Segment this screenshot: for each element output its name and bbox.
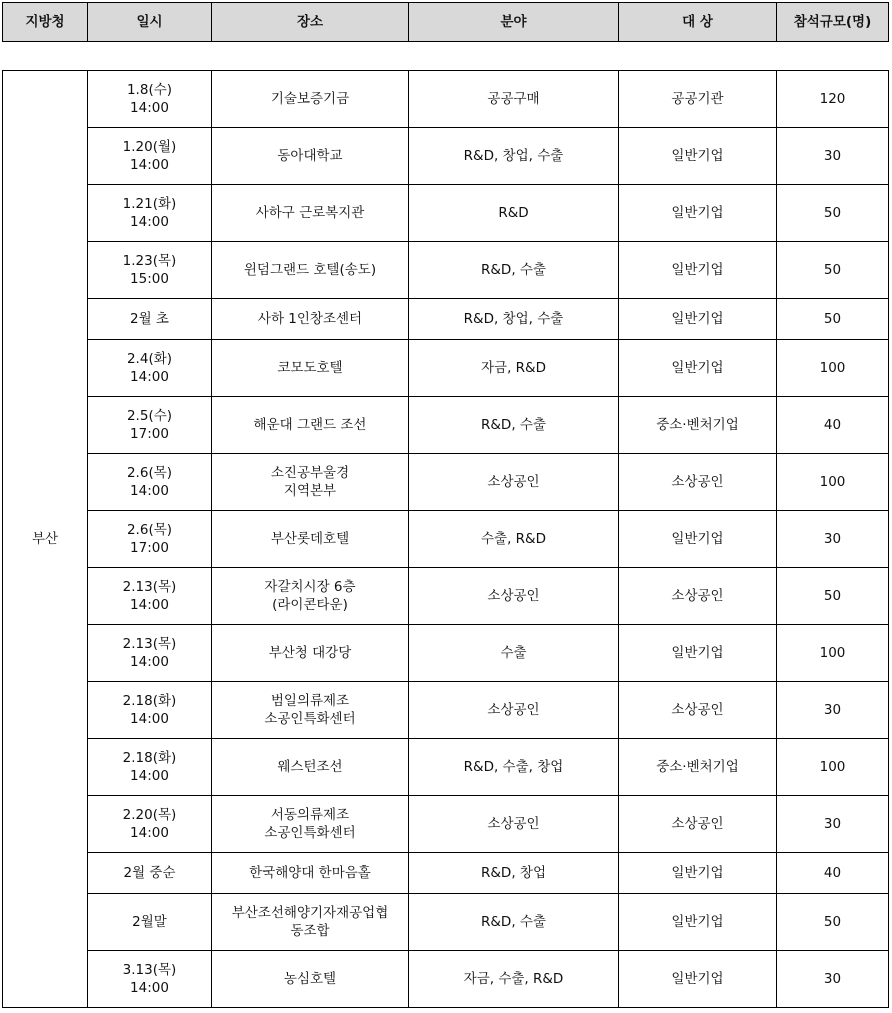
date-cell: 2.4(화) 14:00: [88, 340, 212, 397]
target-cell: 일반기업: [619, 340, 777, 397]
date-cell: 2.6(목) 17:00: [88, 511, 212, 568]
field-cell: R&D, 창업, 수출: [409, 128, 619, 185]
field-cell: R&D, 창업: [409, 853, 619, 894]
table-row: [3, 796, 889, 853]
target-cell: 일반기업: [619, 185, 777, 242]
capacity-cell: 100: [777, 340, 889, 397]
date-cell: 2.18(화) 14:00: [88, 682, 212, 739]
place-cell: 한국해양대 한마음홀: [212, 853, 409, 894]
date-cell: 2.18(화) 14:00: [88, 739, 212, 796]
target-cell: 일반기업: [619, 299, 777, 340]
date-cell: 3.13(목) 14:00: [88, 951, 212, 1008]
field-cell: 자금, 수출, R&D: [409, 951, 619, 1008]
capacity-cell: 50: [777, 894, 889, 951]
place-cell: 코모도호텔: [212, 340, 409, 397]
capacity-cell: 100: [777, 454, 889, 511]
target-cell: 일반기업: [619, 242, 777, 299]
target-cell: 일반기업: [619, 853, 777, 894]
target-cell: 일반기업: [619, 128, 777, 185]
target-cell: 일반기업: [619, 511, 777, 568]
capacity-cell: 120: [777, 71, 889, 128]
place-cell: 범일의류제조 소공인특화센터: [212, 682, 409, 739]
field-cell: 소상공인: [409, 454, 619, 511]
target-cell: 소상공인: [619, 796, 777, 853]
header-table: [2, 2, 889, 42]
field-cell: 수출, R&D: [409, 511, 619, 568]
place-cell: 사하 1인창조센터: [212, 299, 409, 340]
target-cell: 중소·벤처기업: [619, 739, 777, 796]
table-row: [3, 511, 889, 568]
table-row: [3, 299, 889, 340]
table-row: [3, 951, 889, 1008]
table-row: [3, 568, 889, 625]
capacity-cell: 30: [777, 682, 889, 739]
target-cell: 중소·벤처기업: [619, 397, 777, 454]
capacity-cell: 30: [777, 128, 889, 185]
target-cell: 일반기업: [619, 625, 777, 682]
field-cell: 소상공인: [409, 796, 619, 853]
date-cell: 2월 중순: [88, 853, 212, 894]
date-cell: 2.13(목) 14:00: [88, 568, 212, 625]
field-cell: R&D: [409, 185, 619, 242]
place-cell: 해운대 그랜드 조선: [212, 397, 409, 454]
field-cell: 소상공인: [409, 682, 619, 739]
table-row: [3, 682, 889, 739]
field-cell: R&D, 수출: [409, 894, 619, 951]
capacity-cell: 50: [777, 568, 889, 625]
place-cell: 자갈치시장 6층 (라이콘타운): [212, 568, 409, 625]
date-cell: 1.21(화) 14:00: [88, 185, 212, 242]
capacity-cell: 50: [777, 299, 889, 340]
header-field: 분야: [409, 3, 619, 42]
place-cell: 윈덤그랜드 호텔(송도): [212, 242, 409, 299]
table-row: [3, 894, 889, 951]
date-cell: 2월 초: [88, 299, 212, 340]
date-cell: 1.8(수) 14:00: [88, 71, 212, 128]
schedule-table: [2, 70, 889, 1008]
table-row: [3, 454, 889, 511]
place-cell: 소진공부울경 지역본부: [212, 454, 409, 511]
field-cell: R&D, 수출: [409, 397, 619, 454]
date-cell: 1.23(목) 15:00: [88, 242, 212, 299]
place-cell: 부산청 대강당: [212, 625, 409, 682]
header-datetime: 일시: [88, 3, 212, 42]
target-cell: 일반기업: [619, 951, 777, 1008]
place-cell: 기술보증기금: [212, 71, 409, 128]
capacity-cell: 40: [777, 397, 889, 454]
target-cell: 소상공인: [619, 454, 777, 511]
table-row: [3, 853, 889, 894]
capacity-cell: 30: [777, 796, 889, 853]
capacity-cell: 30: [777, 951, 889, 1008]
place-cell: 사하구 근로복지관: [212, 185, 409, 242]
date-cell: 2.20(목) 14:00: [88, 796, 212, 853]
table-row: [3, 625, 889, 682]
table-row: [3, 242, 889, 299]
table-row: [3, 185, 889, 242]
field-cell: R&D, 창업, 수출: [409, 299, 619, 340]
date-cell: 2.6(목) 14:00: [88, 454, 212, 511]
date-cell: 2월말: [88, 894, 212, 951]
place-cell: 농심호텔: [212, 951, 409, 1008]
capacity-cell: 30: [777, 511, 889, 568]
header-target: 대 상: [619, 3, 777, 42]
place-cell: 부산조선해양기자재공업협 동조합: [212, 894, 409, 951]
table-row: [3, 128, 889, 185]
place-cell: 부산롯데호텔: [212, 511, 409, 568]
target-cell: 일반기업: [619, 894, 777, 951]
header-region: 지방청: [3, 3, 88, 42]
target-cell: 소상공인: [619, 568, 777, 625]
capacity-cell: 100: [777, 739, 889, 796]
place-cell: 동아대학교: [212, 128, 409, 185]
field-cell: 소상공인: [409, 568, 619, 625]
date-cell: 2.5(수) 17:00: [88, 397, 212, 454]
table-body: [3, 71, 889, 1008]
header-row: [3, 3, 889, 42]
table-row: [3, 739, 889, 796]
place-cell: 웨스턴조선: [212, 739, 409, 796]
field-cell: R&D, 수출, 창업: [409, 739, 619, 796]
capacity-cell: 50: [777, 242, 889, 299]
target-cell: 소상공인: [619, 682, 777, 739]
date-cell: 1.20(월) 14:00: [88, 128, 212, 185]
field-cell: 공공구매: [409, 71, 619, 128]
header-place: 장소: [212, 3, 409, 42]
region-cell: 부산: [3, 71, 88, 1008]
capacity-cell: 40: [777, 853, 889, 894]
capacity-cell: 50: [777, 185, 889, 242]
table-row: [3, 71, 889, 128]
table-row: [3, 397, 889, 454]
field-cell: 자금, R&D: [409, 340, 619, 397]
field-cell: R&D, 수출: [409, 242, 619, 299]
target-cell: 공공기관: [619, 71, 777, 128]
header-capacity: 참석규모(명): [777, 3, 889, 42]
field-cell: 수출: [409, 625, 619, 682]
date-cell: 2.13(목) 14:00: [88, 625, 212, 682]
place-cell: 서동의류제조 소공인특화센터: [212, 796, 409, 853]
capacity-cell: 100: [777, 625, 889, 682]
table-row: [3, 340, 889, 397]
